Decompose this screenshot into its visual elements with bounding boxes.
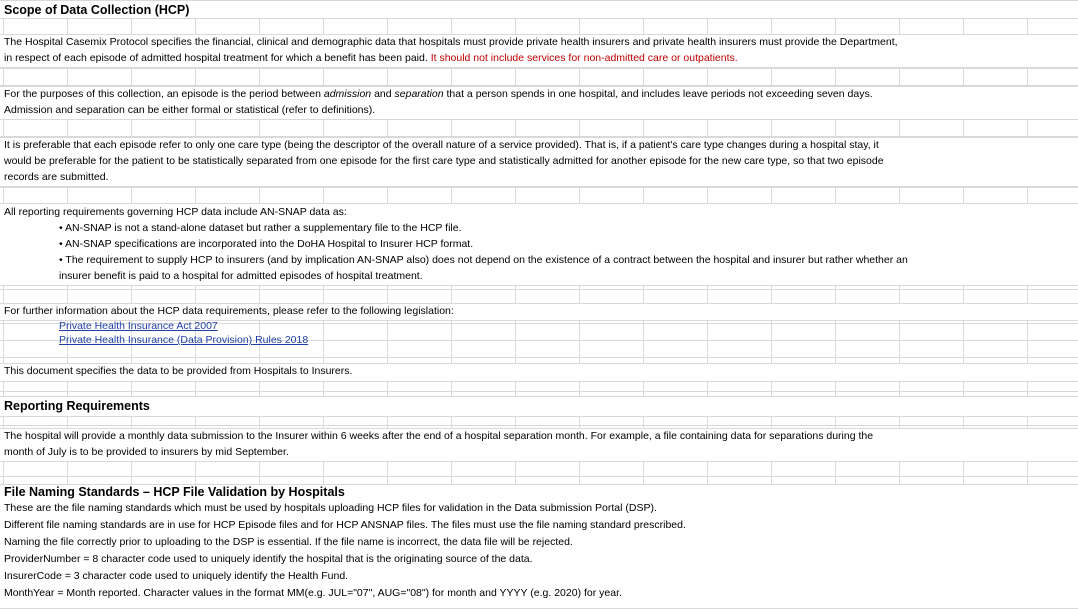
text-span: that a person spends in one hospital, and includes leave periods not exceeding seven days.	[446, 88, 873, 100]
link-data-provision-rules[interactable]: Private Health Insurance (Data Provision) Rules 2018	[59, 334, 309, 346]
document-purpose: This document specifies the data to be provided from Hospitals to Insurers.	[4, 365, 353, 377]
section-heading-file-naming: File Naming Standards – HCP File Validation by Hospitals	[4, 485, 345, 499]
naming-line-5: InsurerCode = 3 character code used to uniquely identify the Health Fund.	[4, 570, 349, 582]
link-private-health-insurance-act[interactable]: Private Health Insurance Act 2007	[59, 320, 218, 332]
bullet-item-2: • AN-SNAP specifications are incorporated into the DoHA Hospital to Insurer HCP format.	[59, 238, 474, 250]
legislation-intro: For further information about the HCP data requirements, please refer to the following legislation:	[4, 305, 454, 317]
scope-paragraph-3-line-2: would be preferable for the patient to be statistically separated from one episode for the first care type and statistically admitted for another episode for the new care type, so that two episode	[4, 155, 884, 167]
naming-line-3: Naming the file correctly prior to uploading to the DSP is essential. If the file name is incorrect, the data file will be rejected.	[4, 536, 573, 548]
naming-line-1: These are the file naming standards which must be used by hospitals uploading HCP files for validation in the Data submission Portal (DSP).	[4, 502, 657, 514]
naming-line-4: ProviderNumber = 8 character code used to uniquely identify the hospital that is the originating source of the data.	[4, 553, 533, 565]
naming-line-2: Different file naming standards are in use for HCP Episode files and for HCP ANSNAP files. The files must use the file naming standard prescribed.	[4, 519, 686, 531]
naming-line-6: MonthYear = Month reported. Character values in the format MM(e.g. JUL="07", AUG="08") for month and YYYY (e.g. 2020) for year.	[4, 587, 622, 599]
term-separation: separation	[394, 88, 444, 100]
reporting-line-2: month of July is to be provided to insurers by mid September.	[4, 446, 289, 458]
scope-paragraph-1-text: in respect of each episode of admitted hospital treatment for which a benefit has been paid.	[4, 52, 428, 64]
scope-paragraph-2-line-2: Admission and separation can be either formal or statistical (refer to definitions).	[4, 104, 376, 116]
scope-paragraph-3-line-3: records are submitted.	[4, 171, 109, 183]
text-span: and	[374, 88, 392, 100]
bullet-item-3-continuation: insurer benefit is paid to a hospital for admitted episodes of hospital treatment.	[59, 270, 423, 282]
term-admission: admission	[323, 88, 372, 100]
bullet-item-3: • The requirement to supply HCP to insurers (and by implication AN-SNAP also) does not depend on the existence of a contract between the hospital and insurer but rather whether an	[59, 254, 908, 266]
scope-paragraph-1-line-1: The Hospital Casemix Protocol specifies the financial, clinical and demographic data that hospitals must provide private health insurers and private health insurers must provide the Department,	[4, 36, 898, 48]
legislation-link-row-2	[0, 332, 1078, 348]
an-snap-intro: All reporting requirements governing HCP data include AN-SNAP data as:	[4, 206, 347, 218]
section-heading-reporting: Reporting Requirements	[4, 399, 150, 413]
text-span: For the purposes of this collection, an episode is the period between	[4, 88, 321, 100]
scope-paragraph-1-warning: It should not include services for non-admitted care or outpatients.	[430, 52, 738, 64]
section-heading-scope: Scope of Data Collection (HCP)	[4, 3, 190, 17]
bullet-item-1: • AN-SNAP is not a stand-alone dataset but rather a supplementary file to the HCP file.	[59, 222, 462, 234]
scope-paragraph-1-line-2	[0, 50, 1078, 66]
scope-paragraph-3-line-1: It is preferable that each episode refer to only one care type (being the descriptor of the overall nature of a service provided). That is, if a patient's care type changes during a hospital stay, it	[4, 139, 879, 151]
reporting-line-1: The hospital will provide a monthly data submission to the Insurer within 6 weeks after the end of a hospital separation month. For example, a file containing data for separations during the	[4, 430, 874, 442]
scope-paragraph-2-line-1	[0, 86, 1078, 102]
